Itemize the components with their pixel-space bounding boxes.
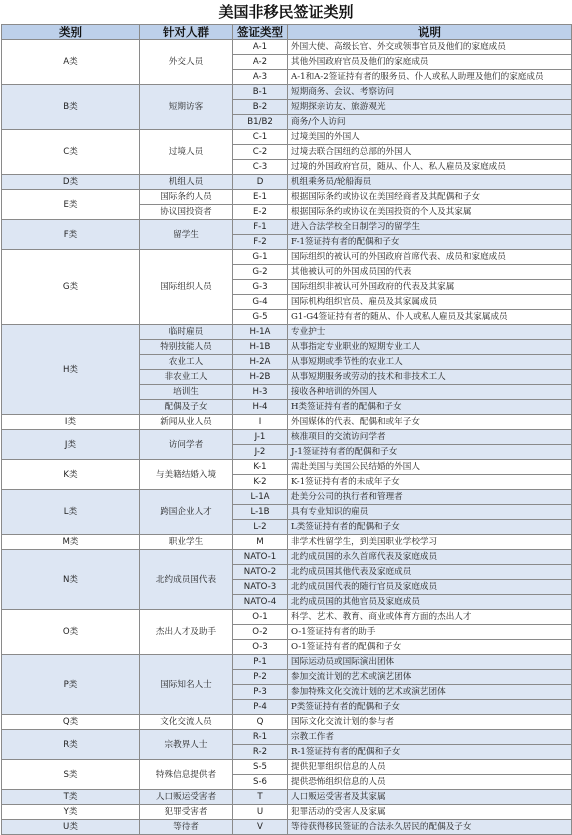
visa-type-cell: A-3: [233, 70, 288, 85]
target-group-cell: 留学生: [140, 220, 233, 250]
description-cell: 进入合法学校全日制学习的留学生: [288, 220, 572, 235]
visa-type-cell: NATO-3: [233, 580, 288, 595]
visa-type-cell: F-1: [233, 220, 288, 235]
description-cell: P类签证持有者的配偶和子女: [288, 700, 572, 715]
target-group-cell: 国际条约人员: [140, 190, 233, 205]
description-cell: 国际组织的被认可的外国政府首席代表、成员和家庭成员: [288, 250, 572, 265]
visa-type-cell: D: [233, 175, 288, 190]
visa-type-cell: H-2B: [233, 370, 288, 385]
category-cell: E类: [2, 190, 140, 220]
description-cell: F-1签证持有者的配偶和子女: [288, 235, 572, 250]
description-cell: G1-G4签证持有者的随从、仆人或私人雇员及其家属成员: [288, 310, 572, 325]
description-cell: H类签证持有者的配偶和子女: [288, 400, 572, 415]
visa-type-cell: U: [233, 805, 288, 820]
visa-type-cell: G-3: [233, 280, 288, 295]
description-cell: 过境的外国政府官员，随从、仆人、私人雇员及家庭成员: [288, 160, 572, 175]
visa-type-cell: NATO-2: [233, 565, 288, 580]
target-group-cell: 临时雇员: [140, 325, 233, 340]
table-row: [2, 130, 572, 145]
category-cell: L类: [2, 490, 140, 535]
category-cell: G类: [2, 250, 140, 325]
target-group-cell: 文化交流人员: [140, 715, 233, 730]
description-cell: 短期商务、会议、考察访问: [288, 85, 572, 100]
visa-type-cell: J-2: [233, 445, 288, 460]
description-cell: 机组乘务员/轮船海员: [288, 175, 572, 190]
target-group-cell: 农业工人: [140, 355, 233, 370]
category-cell: F类: [2, 220, 140, 250]
target-group-cell: 短期访客: [140, 85, 233, 130]
category-cell: Y类: [2, 805, 140, 820]
table-body: [2, 40, 572, 835]
category-cell: M类: [2, 535, 140, 550]
description-cell: 从事短期或季节性的农业工人: [288, 355, 572, 370]
visa-type-cell: K-1: [233, 460, 288, 475]
description-cell: 从事指定专业职业的短期专业工人: [288, 340, 572, 355]
visa-type-cell: H-1B: [233, 340, 288, 355]
description-cell: 国际机构组织官员、雇员及其家属成员: [288, 295, 572, 310]
visa-table: [1, 24, 572, 835]
visa-type-cell: C-3: [233, 160, 288, 175]
category-cell: U类: [2, 820, 140, 835]
target-group-cell: 培训生: [140, 385, 233, 400]
target-group-cell: 特殊信息提供者: [140, 760, 233, 790]
description-cell: 人口贩运受害者及其家属: [288, 790, 572, 805]
description-cell: 北约成员国代表的随行官员及家庭成员: [288, 580, 572, 595]
visa-type-cell: L-1B: [233, 505, 288, 520]
visa-type-cell: G-2: [233, 265, 288, 280]
description-cell: 需赴美国与美国公民结婚的外国人: [288, 460, 572, 475]
visa-type-cell: P-1: [233, 655, 288, 670]
table-row: [2, 460, 572, 475]
description-cell: 核准项目的交流访问学者: [288, 430, 572, 445]
table-row: [2, 760, 572, 775]
description-cell: 赴美分公司的执行者和管理者: [288, 490, 572, 505]
category-cell: K类: [2, 460, 140, 490]
description-cell: 国际运动员或国际演出团体: [288, 655, 572, 670]
visa-type-cell: O-3: [233, 640, 288, 655]
table-row: [2, 550, 572, 565]
visa-type-cell: I: [233, 415, 288, 430]
description-cell: 接收各种培训的外国人: [288, 385, 572, 400]
target-group-cell: 北约成员国代表: [140, 550, 233, 610]
table-row: [2, 85, 572, 100]
table-row: [2, 655, 572, 670]
visa-type-cell: NATO-4: [233, 595, 288, 610]
visa-type-cell: H-1A: [233, 325, 288, 340]
table-row: [2, 220, 572, 235]
category-cell: P类: [2, 655, 140, 715]
description-cell: 北约成员国的永久首席代表及家庭成员: [288, 550, 572, 565]
visa-type-cell: E-1: [233, 190, 288, 205]
description-cell: 等待获得移民签证的合法永久居民的配偶及子女: [288, 820, 572, 835]
category-cell: N类: [2, 550, 140, 610]
description-cell: 国际组织非被认可外国政府的代表及其家属: [288, 280, 572, 295]
visa-type-cell: F-2: [233, 235, 288, 250]
description-cell: 商务/个人访问: [288, 115, 572, 130]
visa-type-cell: Q: [233, 715, 288, 730]
target-group-cell: 机组人员: [140, 175, 233, 190]
table-row: [2, 490, 572, 505]
description-cell: J-1签证持有者的配偶和子女: [288, 445, 572, 460]
target-group-cell: 跨国企业人才: [140, 490, 233, 535]
category-cell: R类: [2, 730, 140, 760]
description-cell: 专业护士: [288, 325, 572, 340]
table-header-row: [2, 25, 572, 40]
table-row: [2, 610, 572, 625]
table-row: [2, 430, 572, 445]
category-cell: H类: [2, 325, 140, 415]
table-row: [2, 790, 572, 805]
visa-type-cell: L-1A: [233, 490, 288, 505]
visa-type-cell: R-1: [233, 730, 288, 745]
target-group-cell: 宗教界人士: [140, 730, 233, 760]
description-cell: 过境去联合国纽约总部的外国人: [288, 145, 572, 160]
target-group-cell: 访问学者: [140, 430, 233, 460]
visa-type-cell: G-5: [233, 310, 288, 325]
description-cell: 外国媒体的代表、配偶和或年子女: [288, 415, 572, 430]
description-cell: 北约成员国的其他官员及家庭成员: [288, 595, 572, 610]
target-group-cell: 等待者: [140, 820, 233, 835]
target-group-cell: 与美籍结婚入境: [140, 460, 233, 490]
visa-type-cell: C-2: [233, 145, 288, 160]
description-cell: 外国大使、高级长官、外交或领事官员及他们的家庭成员: [288, 40, 572, 55]
visa-type-cell: P-3: [233, 685, 288, 700]
table-row: [2, 40, 572, 55]
target-group-cell: 新闻从业人员: [140, 415, 233, 430]
visa-type-cell: C-1: [233, 130, 288, 145]
visa-type-cell: H-3: [233, 385, 288, 400]
visa-type-cell: T: [233, 790, 288, 805]
visa-type-cell: J-1: [233, 430, 288, 445]
target-group-cell: 职业学生: [140, 535, 233, 550]
category-cell: T类: [2, 790, 140, 805]
description-cell: 从事短期服务或劳动的技术和非技术工人: [288, 370, 572, 385]
target-group-cell: 非农业工人: [140, 370, 233, 385]
table-row: [2, 535, 572, 550]
visa-type-cell: H-4: [233, 400, 288, 415]
visa-type-cell: O-2: [233, 625, 288, 640]
category-cell: S类: [2, 760, 140, 790]
description-cell: 犯罪活动的受害人及家属: [288, 805, 572, 820]
visa-type-cell: B-2: [233, 100, 288, 115]
table-row: [2, 730, 572, 745]
visa-type-cell: P-4: [233, 700, 288, 715]
description-cell: A-1和A-2签证持有者的服务员、仆人或私人助理及他们的家庭成员: [288, 70, 572, 85]
category-cell: A类: [2, 40, 140, 85]
visa-type-cell: H-2A: [233, 355, 288, 370]
description-cell: 提供恐怖组织信息的人员: [288, 775, 572, 790]
description-cell: 根据国际条约或协议在美国投资的个人及其家属: [288, 205, 572, 220]
visa-type-cell: L-2: [233, 520, 288, 535]
header-target-group: 针对人群: [140, 25, 233, 40]
description-cell: 科学、艺术、教育、商业或体育方面的杰出人才: [288, 610, 572, 625]
table-row: [2, 250, 572, 265]
visa-type-cell: R-2: [233, 745, 288, 760]
description-cell: 宗教工作者: [288, 730, 572, 745]
description-cell: 北约成员国其他代表及家庭成员: [288, 565, 572, 580]
visa-type-cell: S-5: [233, 760, 288, 775]
description-cell: 其他被认可的外国成员国的代表: [288, 265, 572, 280]
description-cell: 过境美国的外国人: [288, 130, 572, 145]
visa-type-cell: V: [233, 820, 288, 835]
target-group-cell: 杰出人才及助手: [140, 610, 233, 655]
target-group-cell: 配偶及子女: [140, 400, 233, 415]
description-cell: R-1签证持有者的配偶和子女: [288, 745, 572, 760]
category-cell: C类: [2, 130, 140, 175]
visa-type-cell: P-2: [233, 670, 288, 685]
header-visa-type: 签证类型: [233, 25, 288, 40]
table-row: [2, 190, 572, 205]
description-cell: 短期探亲访友、旅游观光: [288, 100, 572, 115]
target-group-cell: 犯罪受害者: [140, 805, 233, 820]
description-cell: L类签证持有者的配偶和子女: [288, 520, 572, 535]
description-cell: 国际文化交流计划的参与者: [288, 715, 572, 730]
description-cell: 非学术性留学生，到美国职业学校学习: [288, 535, 572, 550]
visa-type-cell: O-1: [233, 610, 288, 625]
category-cell: O类: [2, 610, 140, 655]
category-cell: D类: [2, 175, 140, 190]
target-group-cell: 特别技能人员: [140, 340, 233, 355]
visa-type-cell: M: [233, 535, 288, 550]
visa-type-cell: A-1: [233, 40, 288, 55]
visa-type-cell: A-2: [233, 55, 288, 70]
visa-type-cell: G-4: [233, 295, 288, 310]
description-cell: 其他外国政府官员及他们的家庭成员: [288, 55, 572, 70]
description-cell: 根据国际条约或协议在美国经商者及其配偶和子女: [288, 190, 572, 205]
table-row: [2, 325, 572, 340]
page-title: 美国非移民签证类别: [218, 3, 354, 21]
target-group-cell: 人口贩运受害者: [140, 790, 233, 805]
category-cell: J类: [2, 430, 140, 460]
description-cell: K-1签证持有者的未成年子女: [288, 475, 572, 490]
table-row: [2, 805, 572, 820]
category-cell: I类: [2, 415, 140, 430]
visa-type-cell: S-6: [233, 775, 288, 790]
target-group-cell: 国际知名人士: [140, 655, 233, 715]
visa-type-cell: B-1: [233, 85, 288, 100]
header-category: 类别: [2, 25, 140, 40]
description-cell: 具有专业知识的雇员: [288, 505, 572, 520]
target-group-cell: 协议国投资者: [140, 205, 233, 220]
table-row: [2, 415, 572, 430]
visa-type-cell: G-1: [233, 250, 288, 265]
visa-type-cell: NATO-1: [233, 550, 288, 565]
table-row: [2, 175, 572, 190]
description-cell: 参加交流计划的艺术或演艺团体: [288, 670, 572, 685]
category-cell: B类: [2, 85, 140, 130]
table-row: [2, 820, 572, 835]
description-cell: O-1签证持有者的助手: [288, 625, 572, 640]
description-cell: 提供犯罪组织信息的人员: [288, 760, 572, 775]
visa-type-cell: K-2: [233, 475, 288, 490]
target-group-cell: 外交人员: [140, 40, 233, 85]
visa-type-cell: B1/B2: [233, 115, 288, 130]
category-cell: Q类: [2, 715, 140, 730]
visa-type-cell: E-2: [233, 205, 288, 220]
target-group-cell: 国际组织人员: [140, 250, 233, 325]
target-group-cell: 过境人员: [140, 130, 233, 175]
header-description: 说明: [288, 25, 572, 40]
description-cell: O-1签证持有者的配偶和子女: [288, 640, 572, 655]
description-cell: 参加特殊文化交流计划的艺术或演艺团体: [288, 685, 572, 700]
table-row: [2, 715, 572, 730]
